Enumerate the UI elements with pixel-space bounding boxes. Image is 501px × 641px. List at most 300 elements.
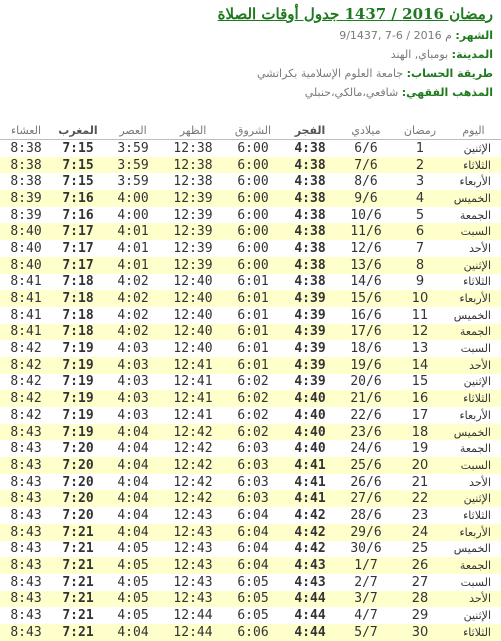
cell-fajr: 4:44 — [282, 624, 338, 641]
cell-sunrise: 6:03 — [237, 441, 269, 457]
col-header-gregorian: ميلادي — [338, 122, 394, 140]
cell-ramadan: 24 — [394, 524, 446, 541]
cell-dhuhr: 12:41 — [173, 407, 213, 423]
cell-sunrise: 6:00 — [224, 190, 282, 207]
cell-dhuhr: 12:40 — [162, 290, 224, 307]
table-row — [0, 274, 501, 291]
cell-isha: 8:43 — [0, 490, 52, 507]
cell-fajr: 4:41 — [282, 490, 338, 507]
cell-day: الثلاثاء — [463, 508, 491, 522]
cell-isha: 8:43 — [0, 557, 52, 574]
cell-date: 17/6 — [338, 324, 394, 341]
cell-sunrise: 6:04 — [237, 541, 269, 557]
cell-isha: 8:43 — [0, 457, 52, 474]
cell-date: 6/6 — [354, 140, 378, 156]
cell-asr: 4:02 — [104, 324, 162, 341]
cell-date: 14/6 — [350, 274, 382, 290]
cell-date: 22/6 — [350, 407, 382, 423]
cell-fajr: 4:42 — [294, 507, 326, 523]
cell-asr: 4:02 — [104, 290, 162, 307]
cell-sunrise: 6:02 — [237, 374, 269, 390]
month-label: الشهر: — [455, 29, 493, 42]
cell-asr: 3:59 — [117, 174, 149, 190]
cell-dhuhr: 12:41 — [162, 390, 224, 407]
cell-date: 15/6 — [338, 290, 394, 307]
cell-maghrib: 7:20 — [52, 457, 104, 474]
cell-date: 25/6 — [338, 457, 394, 474]
cell-dhuhr: 12:39 — [162, 257, 224, 274]
cell-isha: 8:43 — [10, 474, 42, 490]
cell-fajr: 4:44 — [282, 591, 338, 608]
cell-asr: 4:04 — [104, 424, 162, 441]
cell-fajr: 4:44 — [294, 608, 326, 624]
cell-ramadan: 15 — [411, 374, 429, 390]
cell-day: الأحد — [469, 241, 491, 255]
cell-fajr: 4:38 — [282, 223, 338, 240]
cell-dhuhr: 12:39 — [173, 207, 213, 223]
cell-day: الجمعة — [459, 442, 491, 456]
cell-maghrib: 7:20 — [62, 441, 94, 457]
cell-day: الأحد — [469, 475, 491, 489]
cell-maghrib: 7:17 — [62, 240, 94, 256]
cell-dhuhr: 12:39 — [173, 240, 213, 256]
cell-ramadan: 21 — [411, 474, 429, 490]
cell-asr: 4:03 — [117, 374, 149, 390]
cell-asr: 4:00 — [117, 207, 149, 223]
cell-asr: 4:04 — [104, 457, 162, 474]
cell-date: 3/7 — [338, 591, 394, 608]
cell-date: 18/6 — [350, 341, 382, 357]
cell-date: 9/6 — [338, 190, 394, 207]
cell-fajr: 4:40 — [282, 424, 338, 441]
cell-isha: 8:42 — [10, 341, 42, 357]
cell-ramadan: 7 — [415, 240, 425, 256]
cell-isha: 8:42 — [0, 390, 52, 407]
cell-fajr: 4:40 — [282, 390, 338, 407]
cell-maghrib: 7:21 — [52, 624, 104, 641]
table-row — [0, 257, 501, 274]
cell-ramadan: 19 — [411, 441, 429, 457]
cell-maghrib: 7:21 — [52, 591, 104, 608]
cell-sunrise: 6:03 — [224, 490, 282, 507]
method-line — [8, 67, 493, 81]
cell-ramadan: 26 — [394, 557, 446, 574]
cell-asr: 4:04 — [117, 441, 149, 457]
cell-fajr: 4:41 — [294, 474, 326, 490]
table-row — [0, 240, 501, 257]
cell-day: الأحد — [446, 357, 501, 374]
cell-asr: 4:03 — [117, 341, 149, 357]
table-row — [0, 541, 501, 558]
cell-date: 16/6 — [350, 307, 382, 323]
cell-ramadan: 13 — [411, 341, 429, 357]
cell-sunrise: 6:02 — [237, 407, 269, 423]
cell-maghrib: 7:18 — [52, 290, 104, 307]
cell-asr: 4:03 — [117, 407, 149, 423]
cell-fajr: 4:40 — [294, 407, 326, 423]
cell-maghrib: 7:19 — [52, 390, 104, 407]
cell-ramadan: 6 — [394, 223, 446, 240]
cell-asr: 4:05 — [104, 591, 162, 608]
cell-asr: 4:00 — [104, 190, 162, 207]
table-row — [0, 557, 501, 574]
cell-sunrise: 6:00 — [224, 223, 282, 240]
cell-dhuhr: 12:41 — [173, 374, 213, 390]
cell-day: الثلاثاء — [446, 390, 501, 407]
cell-ramadan: 14 — [394, 357, 446, 374]
cell-day: الخميس — [446, 190, 501, 207]
cell-asr: 4:04 — [117, 474, 149, 490]
cell-fajr: 4:38 — [294, 240, 326, 256]
cell-dhuhr: 12:43 — [162, 524, 224, 541]
cell-asr: 4:05 — [104, 557, 162, 574]
cell-day: الخميس — [453, 308, 491, 322]
col-header-sunrise: الشروق — [224, 122, 282, 140]
cell-date: 8/6 — [354, 174, 378, 190]
city-line — [8, 48, 493, 62]
cell-asr: 3:59 — [117, 140, 149, 156]
cell-isha: 8:43 — [0, 591, 52, 608]
cell-fajr: 4:38 — [282, 190, 338, 207]
cell-date: 11/6 — [338, 223, 394, 240]
table-row — [0, 490, 501, 507]
cell-sunrise: 6:04 — [224, 557, 282, 574]
cell-dhuhr: 12:42 — [162, 490, 224, 507]
cell-dhuhr: 12:42 — [162, 424, 224, 441]
table-row — [0, 624, 501, 641]
table-row — [0, 290, 501, 307]
cell-isha: 8:43 — [10, 574, 42, 590]
cell-isha: 8:40 — [10, 240, 42, 256]
cell-isha: 8:39 — [10, 207, 42, 223]
cell-isha: 8:43 — [10, 608, 42, 624]
cell-maghrib: 7:20 — [62, 474, 94, 490]
cell-day: الثلاثاء — [446, 157, 501, 174]
cell-fajr: 4:42 — [294, 541, 326, 557]
cell-asr: 4:03 — [104, 390, 162, 407]
cell-dhuhr: 12:40 — [173, 274, 213, 290]
col-header-dhuhr: الظهر — [162, 122, 224, 140]
cell-maghrib: 7:16 — [52, 190, 104, 207]
cell-sunrise: 6:01 — [237, 341, 269, 357]
cell-asr: 4:04 — [104, 524, 162, 541]
cell-day: السبت — [460, 575, 491, 589]
cell-maghrib: 7:17 — [52, 223, 104, 240]
cell-day: الإثنين — [446, 257, 501, 274]
cell-ramadan: 3 — [415, 174, 425, 190]
cell-fajr: 4:39 — [282, 324, 338, 341]
table-row — [0, 190, 501, 207]
cell-maghrib: 7:19 — [62, 341, 94, 357]
cell-date: 24/6 — [350, 441, 382, 457]
col-header-fajr: الفجر — [282, 122, 338, 140]
cell-fajr: 4:39 — [282, 290, 338, 307]
cell-dhuhr: 12:42 — [173, 474, 213, 490]
cell-day: الجمعة — [446, 557, 501, 574]
cell-dhuhr: 12:40 — [173, 341, 213, 357]
cell-sunrise: 6:02 — [224, 424, 282, 441]
city-value: بومباي, الهند — [390, 48, 449, 61]
cell-date: 30/6 — [350, 541, 382, 557]
prayer-times-table — [0, 122, 501, 641]
cell-maghrib: 7:18 — [62, 274, 94, 290]
cell-sunrise: 6:00 — [224, 157, 282, 174]
cell-date: 26/6 — [350, 474, 382, 490]
col-header-asr: العصر — [104, 122, 162, 140]
cell-sunrise: 6:04 — [237, 507, 269, 523]
col-header-day: اليوم — [446, 122, 501, 140]
table-row — [0, 340, 501, 357]
cell-date: 19/6 — [338, 357, 394, 374]
cell-isha: 8:43 — [10, 441, 42, 457]
cell-day: الثلاثاء — [446, 624, 501, 641]
cell-ramadan: 16 — [394, 390, 446, 407]
cell-sunrise: 6:00 — [237, 240, 269, 256]
cell-dhuhr: 12:43 — [173, 507, 213, 523]
cell-ramadan: 18 — [394, 424, 446, 441]
cell-isha: 8:38 — [10, 174, 42, 190]
cell-asr: 3:59 — [104, 157, 162, 174]
cell-date: 2/7 — [354, 574, 378, 590]
cell-fajr: 4:43 — [282, 557, 338, 574]
table-row — [0, 424, 501, 441]
cell-day: الإثنين — [463, 141, 491, 155]
cell-dhuhr: 12:43 — [162, 557, 224, 574]
cell-ramadan: 2 — [394, 157, 446, 174]
cell-ramadan: 27 — [411, 574, 429, 590]
cell-sunrise: 6:06 — [224, 624, 282, 641]
cell-day: السبت — [460, 342, 491, 356]
cell-ramadan: 20 — [394, 457, 446, 474]
cell-date: 4/7 — [354, 608, 378, 624]
cell-maghrib: 7:21 — [62, 608, 94, 624]
col-header-ramadan: رمضان — [394, 122, 446, 140]
cell-date: 28/6 — [350, 507, 382, 523]
cell-ramadan: 8 — [394, 257, 446, 274]
table-row — [0, 157, 501, 174]
cell-isha: 8:42 — [0, 357, 52, 374]
cell-dhuhr: 12:38 — [173, 174, 213, 190]
city-label: المدينة: — [451, 48, 493, 61]
cell-asr: 4:05 — [117, 541, 149, 557]
cell-asr: 4:05 — [117, 574, 149, 590]
cell-isha: 8:43 — [0, 424, 52, 441]
cell-sunrise: 6:05 — [237, 608, 269, 624]
cell-day: الخميس — [446, 424, 501, 441]
cell-maghrib: 7:17 — [52, 257, 104, 274]
cell-sunrise: 6:01 — [237, 307, 269, 323]
cell-isha: 8:41 — [10, 274, 42, 290]
cell-day: السبت — [446, 457, 501, 474]
cell-maghrib: 7:19 — [52, 424, 104, 441]
cell-ramadan: 1 — [415, 140, 425, 156]
cell-maghrib: 7:15 — [62, 174, 94, 190]
cell-sunrise: 6:00 — [237, 140, 269, 156]
cell-ramadan: 4 — [394, 190, 446, 207]
cell-date: 27/6 — [338, 490, 394, 507]
madhab-label: المذهب الفقهي: — [401, 86, 493, 99]
cell-isha: 8:43 — [10, 541, 42, 557]
cell-fajr: 4:38 — [294, 140, 326, 156]
cell-ramadan: 17 — [411, 407, 429, 423]
cell-fajr: 4:38 — [294, 274, 326, 290]
cell-dhuhr: 12:39 — [162, 190, 224, 207]
cell-asr: 4:02 — [117, 274, 149, 290]
cell-date: 21/6 — [338, 390, 394, 407]
madhab-value: شافعي،مالكي،حنبلي — [304, 86, 399, 99]
cell-sunrise: 6:00 — [237, 174, 269, 190]
cell-date: 29/6 — [338, 524, 394, 541]
table-row — [0, 507, 501, 524]
cell-sunrise: 6:05 — [224, 591, 282, 608]
cell-maghrib: 7:21 — [52, 524, 104, 541]
cell-maghrib: 7:19 — [62, 374, 94, 390]
cell-day: الجمعة — [446, 324, 501, 341]
cell-isha: 8:39 — [0, 190, 52, 207]
table-row — [0, 223, 501, 240]
table-row — [0, 207, 501, 224]
cell-sunrise: 6:04 — [224, 524, 282, 541]
cell-sunrise: 6:00 — [224, 257, 282, 274]
cell-date: 12/6 — [350, 240, 382, 256]
document-header — [0, 0, 501, 116]
cell-maghrib: 7:15 — [52, 157, 104, 174]
month-value: 9/1437, 7-6 / 2016 م — [339, 29, 452, 42]
month-line — [8, 29, 493, 43]
cell-day: الخميس — [453, 542, 491, 556]
table-row — [0, 607, 501, 624]
cell-ramadan: 11 — [411, 307, 429, 323]
cell-dhuhr: 12:41 — [162, 357, 224, 374]
madhab-line — [8, 86, 493, 100]
cell-isha: 8:41 — [0, 324, 52, 341]
cell-sunrise: 6:03 — [237, 474, 269, 490]
cell-maghrib: 7:20 — [52, 490, 104, 507]
cell-maghrib: 7:21 — [62, 574, 94, 590]
cell-day: السبت — [446, 223, 501, 240]
cell-dhuhr: 12:42 — [162, 457, 224, 474]
method-label: طريقة الحساب: — [406, 67, 493, 80]
cell-fajr: 4:39 — [294, 307, 326, 323]
cell-fajr: 4:38 — [294, 207, 326, 223]
cell-isha: 8:40 — [0, 223, 52, 240]
cell-maghrib: 7:21 — [52, 557, 104, 574]
table-row — [0, 474, 501, 491]
cell-fajr: 4:39 — [282, 357, 338, 374]
cell-fajr: 4:39 — [294, 374, 326, 390]
page-title: رمضان 2016 / 1437 جدول أوقات الصلاة — [217, 5, 493, 23]
cell-isha: 8:42 — [10, 374, 42, 390]
cell-ramadan: 12 — [394, 324, 446, 341]
cell-maghrib: 7:18 — [52, 324, 104, 341]
cell-fajr: 4:39 — [294, 341, 326, 357]
cell-asr: 4:02 — [117, 307, 149, 323]
col-header-maghrib: المغرب — [52, 122, 104, 140]
cell-date: 23/6 — [338, 424, 394, 441]
cell-sunrise: 6:01 — [224, 290, 282, 307]
table-row — [0, 324, 501, 341]
cell-isha: 8:43 — [10, 507, 42, 523]
cell-sunrise: 6:05 — [237, 574, 269, 590]
table-row — [0, 173, 501, 190]
cell-isha: 8:38 — [0, 157, 52, 174]
cell-maghrib: 7:16 — [62, 207, 94, 223]
table-row — [0, 407, 501, 424]
cell-day: الثلاثاء — [463, 275, 491, 289]
cell-ramadan: 9 — [415, 274, 425, 290]
cell-sunrise: 6:01 — [237, 274, 269, 290]
cell-ramadan: 23 — [411, 507, 429, 523]
cell-dhuhr: 12:43 — [162, 591, 224, 608]
table-row — [0, 457, 501, 474]
cell-dhuhr: 12:39 — [162, 223, 224, 240]
cell-asr: 4:03 — [104, 357, 162, 374]
table-row — [0, 574, 501, 591]
table-row — [0, 440, 501, 457]
cell-sunrise: 6:01 — [224, 324, 282, 341]
cell-isha: 8:43 — [0, 624, 52, 641]
table-header-row — [0, 122, 501, 140]
table-row — [0, 307, 501, 324]
cell-isha: 8:40 — [0, 257, 52, 274]
cell-ramadan: 5 — [415, 207, 425, 223]
cell-ramadan: 10 — [394, 290, 446, 307]
cell-day: الجمعة — [459, 208, 491, 222]
cell-day: الإثنين — [446, 490, 501, 507]
table-row — [0, 357, 501, 374]
cell-date: 1/7 — [338, 557, 394, 574]
cell-dhuhr: 12:43 — [173, 574, 213, 590]
cell-maghrib: 7:15 — [62, 140, 94, 156]
cell-isha: 8:43 — [0, 524, 52, 541]
cell-day: الأربعاء — [459, 175, 491, 189]
cell-maghrib: 7:19 — [62, 407, 94, 423]
cell-asr: 4:01 — [104, 223, 162, 240]
cell-asr: 4:04 — [104, 490, 162, 507]
cell-isha: 8:41 — [0, 290, 52, 307]
cell-ramadan: 28 — [394, 591, 446, 608]
cell-isha: 8:41 — [10, 307, 42, 323]
table-row — [0, 140, 501, 157]
cell-dhuhr: 12:43 — [173, 541, 213, 557]
table-row — [0, 390, 501, 407]
cell-fajr: 4:38 — [294, 174, 326, 190]
cell-day: الأربعاء — [446, 290, 501, 307]
cell-dhuhr: 12:38 — [173, 140, 213, 156]
cell-sunrise: 6:02 — [224, 390, 282, 407]
cell-day: الأربعاء — [446, 524, 501, 541]
cell-maghrib: 7:20 — [62, 507, 94, 523]
cell-asr: 4:01 — [117, 240, 149, 256]
cell-isha: 8:38 — [10, 140, 42, 156]
cell-asr: 4:05 — [117, 608, 149, 624]
cell-day: الإثنين — [463, 375, 491, 389]
cell-day: الأحد — [446, 591, 501, 608]
cell-ramadan: 22 — [394, 490, 446, 507]
cell-ramadan: 25 — [411, 541, 429, 557]
cell-date: 13/6 — [338, 257, 394, 274]
cell-maghrib: 7:18 — [62, 307, 94, 323]
cell-date: 10/6 — [350, 207, 382, 223]
cell-asr: 4:04 — [117, 507, 149, 523]
cell-fajr: 4:38 — [282, 157, 338, 174]
cell-ramadan: 29 — [411, 608, 429, 624]
cell-maghrib: 7:21 — [62, 541, 94, 557]
cell-fajr: 4:42 — [282, 524, 338, 541]
table-row — [0, 591, 501, 608]
cell-asr: 4:01 — [104, 257, 162, 274]
cell-dhuhr: 12:40 — [162, 324, 224, 341]
